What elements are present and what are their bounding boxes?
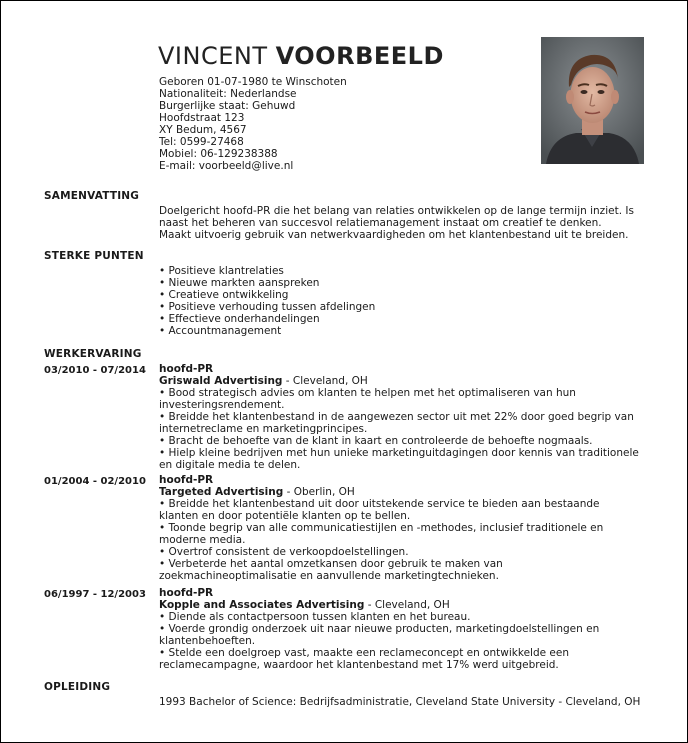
job-line: • Voerde grondig onderzoek uit naar nieuwe producten, marketingdoelstellingen en — [159, 623, 600, 635]
strength-item: • Accountmanagement — [159, 325, 282, 337]
job-title: hoofd-PR — [159, 363, 214, 375]
section-title-strengths: STERKE PUNTEN — [44, 250, 144, 262]
job-dates: 03/2010 - 07/2014 — [44, 365, 146, 376]
summary-text — [159, 205, 649, 241]
job-location: - Cleveland, OH — [282, 375, 368, 387]
company-name: Targeted Advertising — [159, 486, 284, 498]
street-line: Hoofdstraat 123 — [159, 112, 245, 124]
section-title-summary: SAMENVATTING — [44, 190, 140, 202]
strength-item: • Effectieve onderhandelingen — [159, 313, 320, 325]
company-name: Griswald Advertising — [159, 375, 283, 387]
summary-line: Doelgericht hoofd-PR die het belang van relaties ontwikkelen op de lange termijn inziet. Is — [159, 205, 634, 217]
job-line: investeringsrendement. — [159, 399, 285, 411]
job-title: hoofd-PR — [159, 474, 214, 486]
last-name: VOORBEELD — [275, 42, 444, 70]
job-line: • Bood strategisch advies om klanten te helpen met het optimaliseren van hun — [159, 387, 576, 399]
strength-item: • Nieuwe markten aanspreken — [159, 277, 320, 289]
email-line: E-mail: voorbeeld@live.nl — [159, 160, 294, 172]
section-title-experience: WERKERVARING — [44, 348, 142, 360]
profile-photo — [541, 37, 644, 164]
job-location: - Oberlin, OH — [283, 486, 355, 498]
strength-item: • Positieve klantrelaties — [159, 265, 284, 277]
strengths-list — [159, 265, 649, 337]
strength-item: • Creatieve ontwikkeling — [159, 289, 289, 301]
job-entry — [159, 474, 659, 582]
education-line: 1993 Bachelor of Science: Bedrijfsadministratie, Cleveland State University - Cleveland, OH — [159, 696, 641, 708]
education-text — [159, 696, 649, 708]
job-line: • Toonde begrip van alle communicatiestijlen en -methodes, inclusief traditionele en — [159, 522, 604, 534]
job-line: • Verbeterde het aantal omzetkansen door gebruik te maken van — [159, 558, 503, 570]
job-line: • Stelde een doelgroep vast, maakte een reclameconcept en ontwikkelde een — [159, 647, 570, 659]
job-line: klanten en door potentiële klanten op te bellen. — [159, 510, 411, 522]
summary-line: naast het beheren van succesvol relatiemanagement instaat om creatief te denken. — [159, 217, 602, 229]
job-line: • Overtrof consistent de verkoopdoelstellingen. — [159, 546, 409, 558]
job-entry — [159, 587, 659, 671]
job-title: hoofd-PR — [159, 587, 214, 599]
city-line: XY Bedum, 4567 — [159, 124, 247, 136]
job-entry — [159, 363, 659, 471]
job-line: zoekmachineoptimalisatie en aanvullende marketingtechnieken. — [159, 570, 499, 582]
phone-line: Tel: 0599-27468 — [159, 136, 244, 148]
marital-status-line: Burgerlijke staat: Gehuwd — [159, 100, 296, 112]
mobile-line: Mobiel: 06-129238388 — [159, 148, 278, 160]
nationality-line: Nationaliteit: Nederlandse — [159, 88, 297, 100]
job-dates: 06/1997 - 12/2003 — [44, 589, 146, 600]
first-name: VINCENT — [158, 42, 268, 70]
job-line: • Diende als contactpersoon tussen klanten en het bureau. — [159, 611, 471, 623]
company-name: Kopple and Associates Advertising — [159, 599, 365, 611]
section-title-education: OPLEIDING — [44, 681, 111, 693]
job-line: moderne media. — [159, 534, 246, 546]
job-line: klantenbehoeften. — [159, 635, 256, 647]
birth-line: Geboren 01-07-1980 te Winschoten — [159, 76, 347, 88]
job-location: - Cleveland, OH — [364, 599, 450, 611]
candidate-name — [158, 42, 444, 70]
job-line: • Breidde het klantenbestand uit door uitstekende service te bieden aan bestaande — [159, 498, 600, 510]
contact-info — [159, 76, 347, 172]
job-line: en digitale media te delen. — [159, 459, 301, 471]
job-line: • Bracht de behoefte van de klant in kaart en controleerde de behoefte nogmaals. — [159, 435, 593, 447]
job-line: • Hielp kleine bedrijven met hun unieke marketinguitdagingen door kennis van traditionele — [159, 447, 639, 459]
strength-item: • Positieve verhouding tussen afdelingen — [159, 301, 376, 313]
summary-line: Maakt uitvoerig gebruik van netwerkvaardigheden om het klantenbestand uit te breiden. — [159, 229, 629, 241]
job-dates: 01/2004 - 02/2010 — [44, 476, 146, 487]
job-line: internetreclame en marketingprincipes. — [159, 423, 368, 435]
job-line: • Breidde het klantenbestand in de aangewezen sector uit met 22% door goed begrip van — [159, 411, 634, 423]
job-line: reclamecampagne, waardoor het klantenbestand met 17% werd uitgebreid. — [159, 659, 559, 671]
